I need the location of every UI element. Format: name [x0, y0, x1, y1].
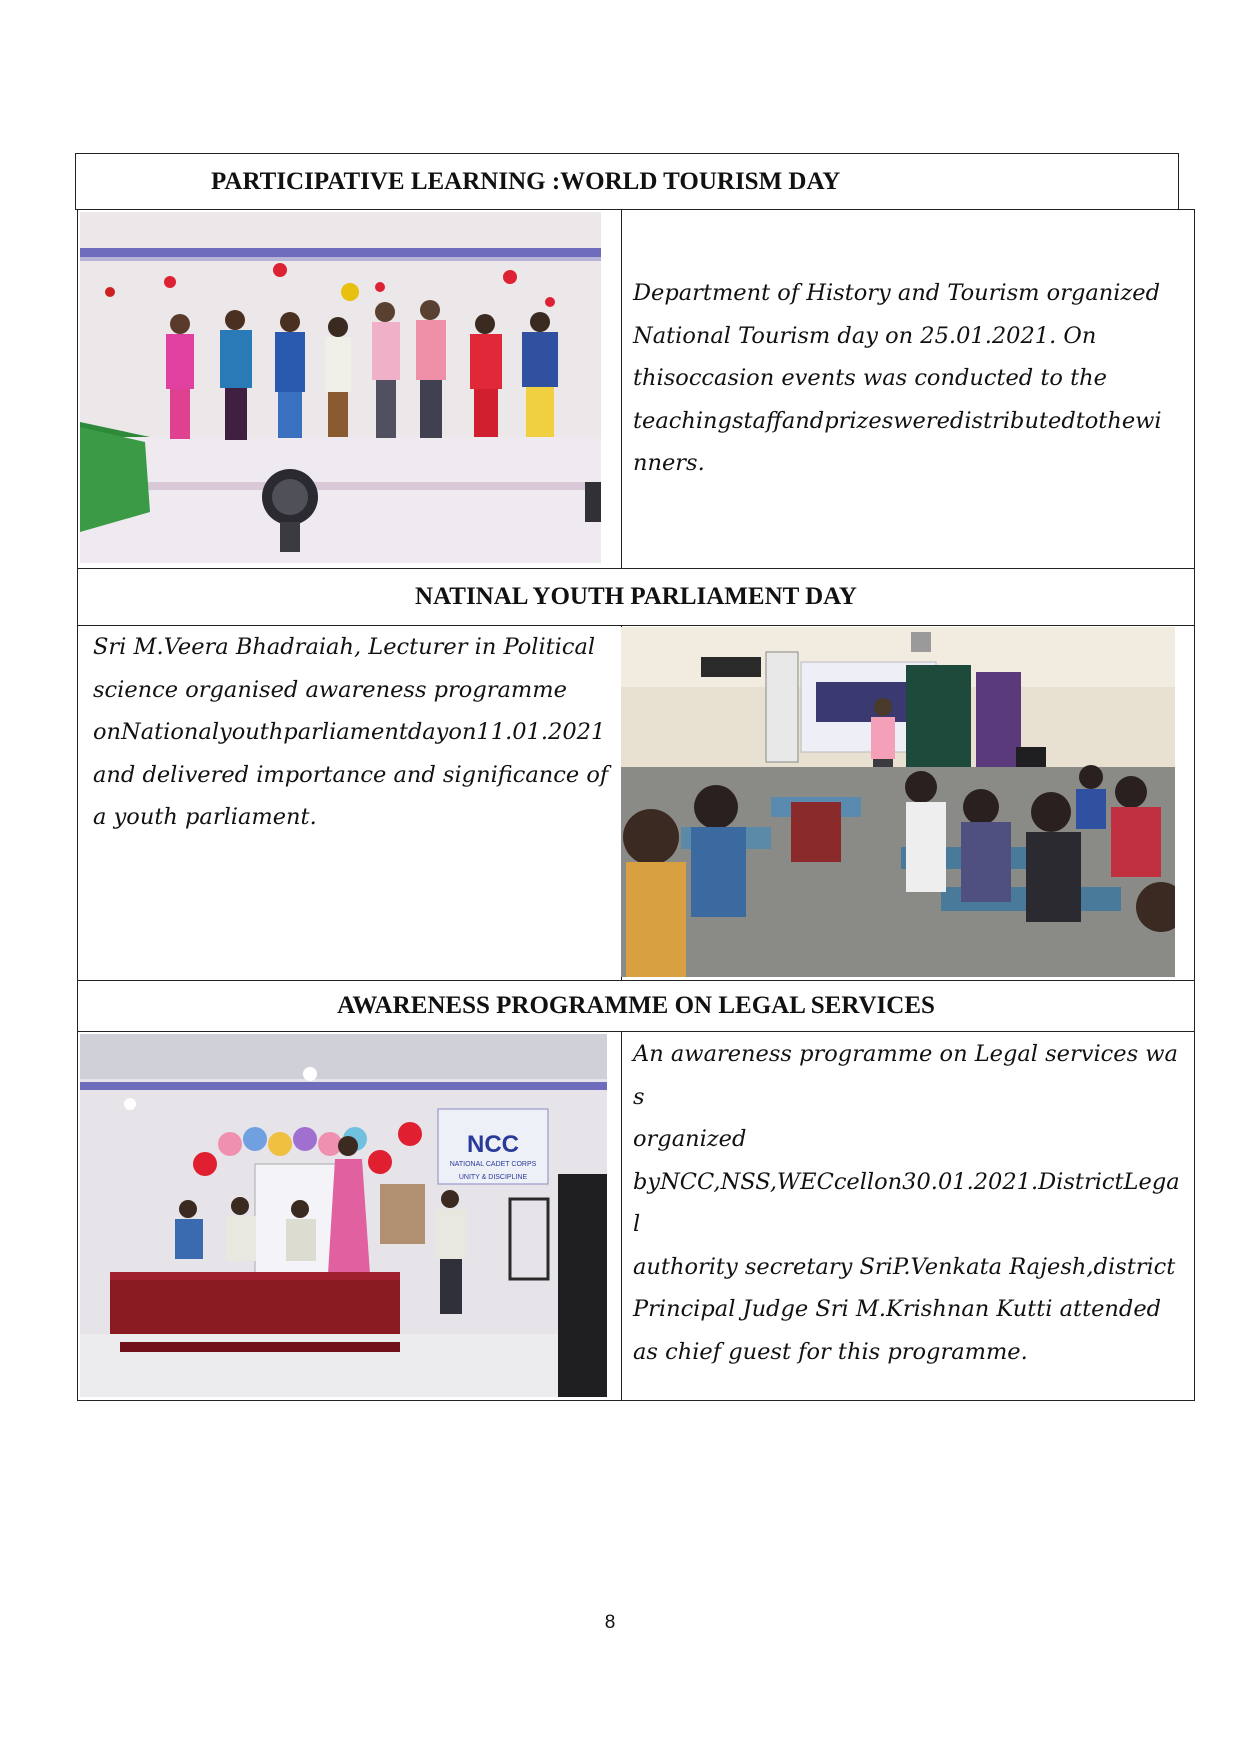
paragraph-tourism	[633, 272, 1185, 485]
paragraph-line: An awareness programme on Legal services was	[633, 1041, 1178, 1110]
ncc-banner-subtext: NATIONAL CADET CORPS	[449, 1161, 537, 1168]
photo-world-tourism-day	[80, 212, 601, 563]
paragraph-line: National Tourism day on 25.01.2021. On	[633, 322, 1097, 349]
section-heading-legal-services	[77, 980, 1195, 1032]
paragraph-line: nners.	[633, 450, 705, 476]
page-number: 8	[604, 1612, 616, 1633]
paragraph-line: Principal Judge Sri M.Krishnan Kutti attended	[633, 1296, 1162, 1322]
paragraph-line: a youth parliament.	[93, 804, 317, 830]
paragraph-legal-services	[633, 1033, 1185, 1373]
photo-youth-parliament-day	[621, 627, 1175, 977]
paragraph-line: and delivered importance and significance of	[93, 761, 609, 788]
photo-legal-services	[80, 1034, 607, 1397]
paragraph-line: byNCC,NSS,WECcellon30.01.2021.DistrictLegal	[633, 1168, 1180, 1237]
section-heading-youth-parliament	[77, 568, 1195, 626]
paragraph-youth-parliament	[93, 626, 618, 839]
paragraph-line: thisoccasion events was conducted to the	[633, 365, 1107, 391]
section-heading-text: AWARENESS PROGRAMME ON LEGAL SERVICES	[337, 992, 935, 1019]
paragraph-line: Sri M.Veera Bhadraiah, Lecturer in Political	[93, 634, 596, 660]
ncc-banner-motto: UNITY & DISCIPLINE	[458, 1174, 528, 1181]
section-heading-text: NATINAL YOUTH PARLIAMENT DAY	[415, 583, 857, 610]
ncc-banner-text: NCC	[467, 1131, 519, 1158]
paragraph-line: teachingstaffandprizesweredistributedtothewi	[633, 407, 1162, 434]
paragraph-line: onNationalyouthparliamentdayon11.01.2021	[93, 719, 606, 745]
section-heading-tourism	[75, 153, 1179, 210]
paragraph-line: organized	[633, 1126, 747, 1152]
paragraph-line: as chief guest for this programme.	[633, 1338, 1028, 1365]
paragraph-line: authority secretary SriP.Venkata Rajesh,district	[633, 1253, 1176, 1280]
paragraph-line: science organised awareness programme	[93, 676, 567, 703]
paragraph-line: Department of History and Tourism organized	[633, 280, 1161, 306]
section-heading-text: PARTICIPATIVE LEARNING :WORLD TOURISM DAY	[211, 167, 841, 195]
